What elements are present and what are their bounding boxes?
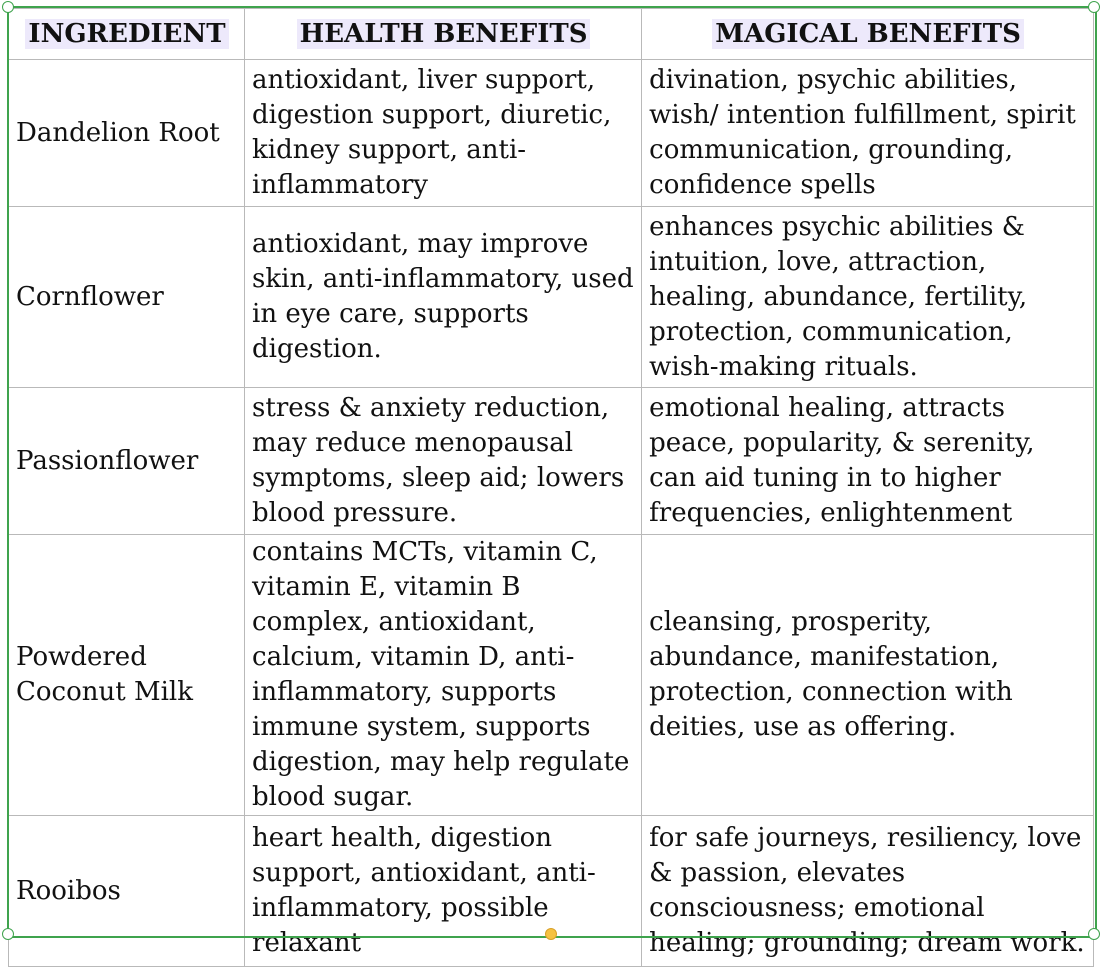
header-magical-text: MAGICAL BENEFITS	[712, 19, 1024, 49]
table-row	[9, 388, 1094, 535]
health-cell[interactable]: antioxidant, may improve skin, anti-inflammatory, used in eye care, supports digestion.	[245, 207, 642, 388]
table-row	[9, 207, 1094, 388]
magical-cell[interactable]: enhances psychic abilities & intuition, love, attraction, healing, abundance, fertility, protection, communication, wish-making rituals.	[642, 207, 1094, 388]
ingredient-cell[interactable]: Cornflower	[9, 207, 245, 388]
health-cell[interactable]: antioxidant, liver support, digestion support, diuretic, kidney support, anti-inflammatory	[245, 60, 642, 207]
table-row	[9, 816, 1094, 967]
header-health-text: HEALTH BENEFITS	[297, 19, 591, 49]
health-cell[interactable]: stress & anxiety reduction, may reduce menopausal symptoms, sleep aid; lowers blood pressure.	[245, 388, 642, 535]
magical-cell[interactable]: for safe journeys, resiliency, love & passion, elevates consciousness; emotional healing; grounding; dream work.	[642, 816, 1094, 967]
magical-cell[interactable]: emotional healing, attracts peace, popularity, & serenity, can aid tuning in to higher frequencies, enlightenment	[642, 388, 1094, 535]
table-row	[9, 60, 1094, 207]
health-cell[interactable]: contains MCTs, vitamin C, vitamin E, vitamin B complex, antioxidant, calcium, vitamin D, anti-inflammatory, supports immune system, supports digestion, may help regulate blood sugar.	[245, 535, 642, 816]
magical-cell[interactable]: divination, psychic abilities, wish/ intention fulfillment, spirit communication, grounding, confidence spells	[642, 60, 1094, 207]
table-header-row	[9, 9, 1094, 60]
ingredient-cell[interactable]: Passionflower	[9, 388, 245, 535]
resize-handle-bottom-right[interactable]	[1088, 928, 1100, 940]
header-ingredient[interactable]	[9, 9, 245, 60]
ingredient-cell[interactable]: Powdered Coconut Milk	[9, 535, 245, 816]
ingredient-cell[interactable]: Dandelion Root	[9, 60, 245, 207]
header-health-benefits[interactable]	[245, 9, 642, 60]
benefits-table[interactable]	[8, 8, 1094, 967]
ingredient-cell[interactable]: Rooibos	[9, 816, 245, 967]
table-row	[9, 535, 1094, 816]
magical-cell[interactable]: cleansing, prosperity, abundance, manifestation, protection, connection with deities, use as offering.	[642, 535, 1094, 816]
health-cell[interactable]: heart health, digestion support, antioxidant, anti-inflammatory, possible relaxant	[245, 816, 642, 967]
resize-handle-bottom-center[interactable]	[545, 928, 557, 940]
header-magical-benefits[interactable]	[642, 9, 1094, 60]
header-ingredient-text: INGREDIENT	[25, 19, 228, 49]
resize-handle-top-right[interactable]	[1088, 1, 1100, 13]
resize-handle-top-left[interactable]	[2, 1, 14, 13]
resize-handle-bottom-left[interactable]	[2, 928, 14, 940]
